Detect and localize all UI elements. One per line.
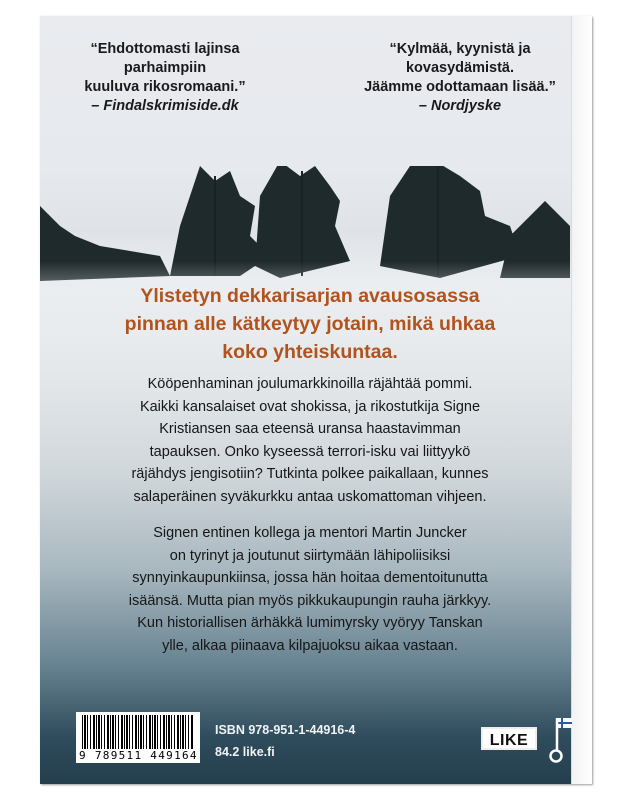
quote-source: – Findalskrimiside.dk <box>91 98 239 114</box>
paragraph-line: Kaikki kansalaiset ovat shokissa, ja rikostutkija Signe <box>139 398 481 415</box>
isbn-text: ISBN 978-951-1-44916-4 <box>215 723 356 737</box>
barcode-bars <box>82 715 194 749</box>
quote-text: kuuluva rikosromaani.” <box>84 79 246 95</box>
quote-source: – Nordjyske <box>418 98 502 114</box>
paragraph-line: Kristiansen saa eteensä uransa haastavimman <box>159 421 461 438</box>
book-back-cover <box>40 16 592 784</box>
classification-text: 84.2 like.fi <box>215 745 275 759</box>
paragraph-line: Signen entinen kollega ja mentori Martin Juncker <box>153 525 467 541</box>
isbn-block <box>215 719 355 763</box>
paragraph-line: Kun historiallisen ärhäkkä lumimyrsky vyöryy Tanskan <box>137 615 483 632</box>
paragraph-line: Kööpenhaminan joulumarkkinoilla räjähtää pommi. <box>147 376 473 392</box>
blurb-paragraph-2 <box>90 522 530 658</box>
paragraph-line: isäänsä. Mutta pian myös pikkukaupungin rauha järkkyy. <box>128 592 492 609</box>
key-with-finnish-flag-icon <box>548 716 574 764</box>
paragraph-line: tapauksen. Onko kyseessä terrori-isku vai liittyykö <box>149 443 471 460</box>
paragraph-line: on tyrinyt ja joutunut siirtymään lähipoliisiksi <box>169 547 451 564</box>
review-quote-1 <box>50 40 280 116</box>
paragraph-line: synnyinkaupunkiinsa, jossa hän hoitaa dementoitunutta <box>132 570 488 587</box>
blurb-headline <box>80 282 540 366</box>
quote-text: “Kylmää, kyynistä ja kovasydämistä. <box>389 41 531 76</box>
review-quote-2 <box>340 40 580 116</box>
headline-line: koko yhteiskuntaa. <box>222 341 398 363</box>
quote-text: “Ehdottomasti lajinsa parhaimpiin <box>90 41 240 76</box>
barcode-number: 9 789511 449164 <box>79 749 198 762</box>
book-spine-edge <box>571 16 592 784</box>
blurb-paragraph-1 <box>90 373 530 509</box>
paragraph-line: räjähdys jengisotiin? Tutkinta polkee paikallaan, kunnes <box>131 466 489 483</box>
headline-line: pinnan alle kätkeytyy jotain, mikä uhkaa <box>124 313 496 335</box>
publisher-logo: LIKE <box>481 727 537 750</box>
quote-text: Jäämme odottamaan lisää.” <box>364 79 556 95</box>
headline-line: Ylistetyn dekkarisarjan avausosassa <box>140 285 480 307</box>
paragraph-line: ylle, alkaa piinaava kilpajuoksu aikaa vastaan. <box>162 637 458 654</box>
paragraph-line: salaperäinen syväkurkku antaa uskomattoman vihjeen. <box>133 488 487 505</box>
barcode <box>76 712 200 763</box>
